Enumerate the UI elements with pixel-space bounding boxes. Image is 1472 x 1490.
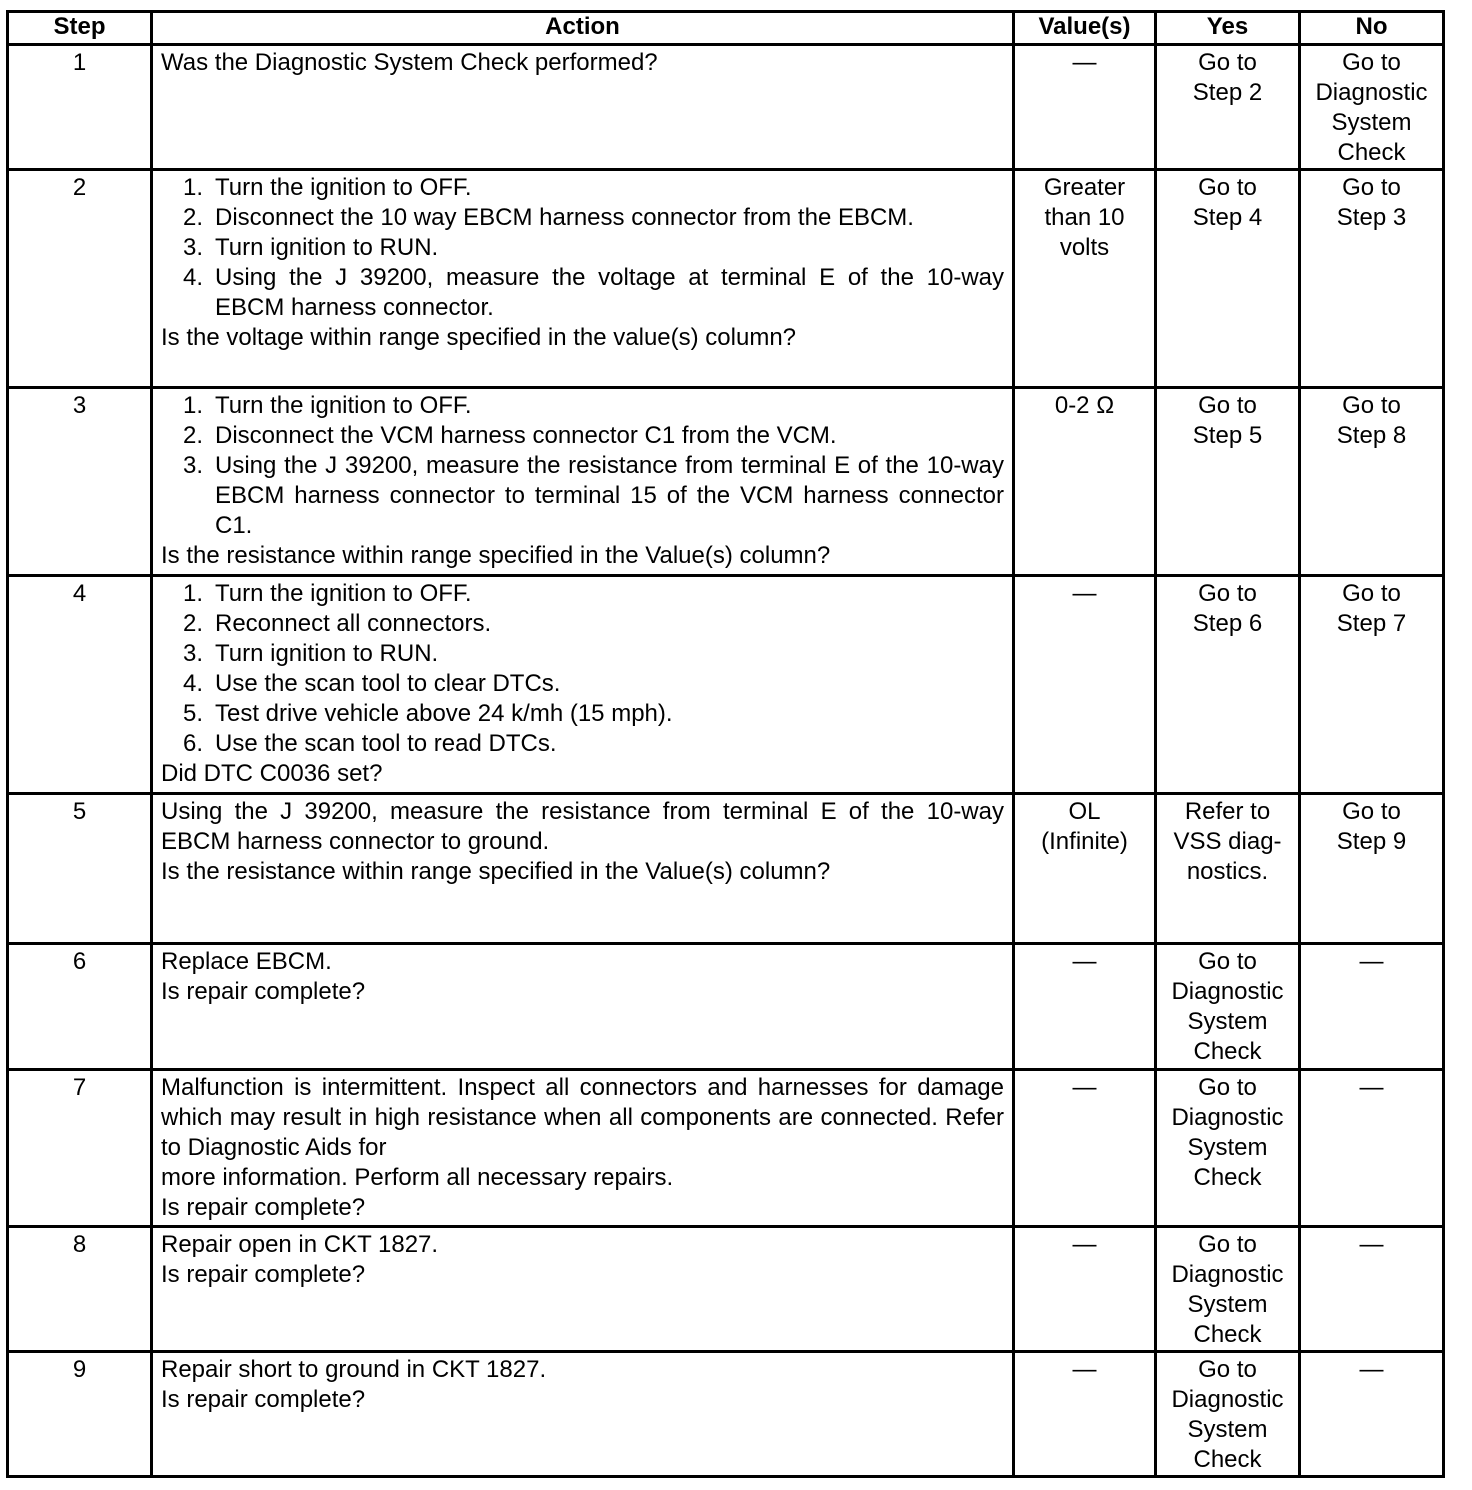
value-cell: 0-2 Ω <box>1014 388 1156 576</box>
action-question: Did DTC C0036 set? <box>161 760 383 787</box>
yes-cell: Go to Diagnostic System Check <box>1156 1227 1300 1352</box>
action-question: Is repair complete? <box>161 978 366 1005</box>
action-question: Is the resistance within range specified in the Value(s) column? <box>161 858 831 885</box>
table-row <box>8 1070 1444 1227</box>
action-step-text: Turn the ignition to OFF. <box>215 392 472 419</box>
action-step-number: 1. <box>183 174 204 201</box>
action-step-item <box>161 639 1004 669</box>
step-number: 1 <box>8 45 152 170</box>
value-cell: — <box>1014 576 1156 794</box>
header-step: Step <box>8 12 152 45</box>
no-cell: Go to Step 9 <box>1300 794 1444 944</box>
action-step-text: Using the J 39200, measure the voltage at terminal E of the 10-way EBCM harness connector. <box>215 264 1004 321</box>
action-lead: Repair open in CKT 1827. <box>161 1231 439 1258</box>
action-lead: Using the J 39200, measure the resistance from terminal E of the 10-way EBCM harness connector to ground. <box>161 798 1004 855</box>
no-cell: — <box>1300 1352 1444 1477</box>
action-step-number: 2. <box>183 422 204 449</box>
table-row <box>8 944 1444 1070</box>
table-row <box>8 388 1444 576</box>
no-cell: Go to Step 3 <box>1300 170 1444 388</box>
header-value: Value(s) <box>1014 12 1156 45</box>
action-step-number: 1. <box>183 392 204 419</box>
value-cell: — <box>1014 45 1156 170</box>
step-number: 3 <box>8 388 152 576</box>
yes-cell: Go to Step 5 <box>1156 388 1300 576</box>
action-step-item <box>161 609 1004 639</box>
action-step-item <box>161 579 1004 609</box>
step-number: 4 <box>8 576 152 794</box>
action-cell <box>152 944 1014 1070</box>
action-step-number: 2. <box>183 610 204 637</box>
action-step-number: 3. <box>183 452 204 479</box>
table-row <box>8 1227 1444 1352</box>
action-cell <box>152 576 1014 794</box>
action-steps-list <box>161 579 1004 759</box>
action-cell <box>152 1227 1014 1352</box>
action-question: Is repair complete? <box>161 1261 366 1288</box>
step-number: 7 <box>8 1070 152 1227</box>
action-step-item <box>161 421 1004 451</box>
table-header <box>8 12 1444 45</box>
action-step-number: 6. <box>183 730 204 757</box>
action-step-text: Use the scan tool to clear DTCs. <box>215 670 561 697</box>
value-cell: — <box>1014 1352 1156 1477</box>
action-step-text: Turn ignition to RUN. <box>215 640 439 667</box>
yes-cell: Go to Diagnostic System Check <box>1156 1352 1300 1477</box>
action-step-item <box>161 173 1004 203</box>
action-steps-list <box>161 391 1004 541</box>
yes-cell: Go to Step 6 <box>1156 576 1300 794</box>
value-cell: OL (Infinite) <box>1014 794 1156 944</box>
action-lead: Was the Diagnostic System Check performed? <box>161 49 658 76</box>
action-cell <box>152 388 1014 576</box>
action-question: Is repair complete? <box>161 1386 366 1413</box>
action-step-number: 3. <box>183 640 204 667</box>
header-no: No <box>1300 12 1444 45</box>
yes-cell: Go to Diagnostic System Check <box>1156 1070 1300 1227</box>
action-step-item <box>161 233 1004 263</box>
action-step-text: Turn the ignition to OFF. <box>215 174 472 201</box>
step-number: 9 <box>8 1352 152 1477</box>
diagnostic-table <box>6 10 1445 1478</box>
action-question: Is the resistance within range specified in the Value(s) column? <box>161 542 831 569</box>
action-question: Is the voltage within range specified in the value(s) column? <box>161 324 797 351</box>
value-cell: — <box>1014 1227 1156 1352</box>
action-step-item <box>161 729 1004 759</box>
yes-cell: Refer to VSS diag- nostics. <box>1156 794 1300 944</box>
step-number: 2 <box>8 170 152 388</box>
action-step-number: 1. <box>183 580 204 607</box>
action-step-item <box>161 263 1004 323</box>
action-step-text: Using the J 39200, measure the resistance from terminal E of the 10-way EBCM harness connector to terminal 15 of the VCM harness connector C1. <box>215 452 1004 539</box>
table-body <box>8 45 1444 1477</box>
action-question: Is repair complete? <box>161 1194 366 1221</box>
table-row <box>8 45 1444 170</box>
action-cell <box>152 794 1014 944</box>
action-step-text: Disconnect the VCM harness connector C1 from the VCM. <box>215 422 837 449</box>
action-step-number: 3. <box>183 234 204 261</box>
header-action: Action <box>152 12 1014 45</box>
no-cell: Go to Step 7 <box>1300 576 1444 794</box>
action-cell <box>152 170 1014 388</box>
step-number: 5 <box>8 794 152 944</box>
action-step-item <box>161 391 1004 421</box>
step-number: 6 <box>8 944 152 1070</box>
yes-cell: Go to Step 4 <box>1156 170 1300 388</box>
header-yes: Yes <box>1156 12 1300 45</box>
action-step-text: Test drive vehicle above 24 k/mh (15 mph). <box>215 700 673 727</box>
table-row <box>8 576 1444 794</box>
step-number: 8 <box>8 1227 152 1352</box>
table-row <box>8 1352 1444 1477</box>
table-row <box>8 794 1444 944</box>
action-step-text: Turn the ignition to OFF. <box>215 580 472 607</box>
action-lead: Replace EBCM. <box>161 948 332 975</box>
no-cell: Go to Step 8 <box>1300 388 1444 576</box>
action-step-text: Use the scan tool to read DTCs. <box>215 730 557 757</box>
action-cell <box>152 45 1014 170</box>
action-step-item <box>161 203 1004 233</box>
header-row <box>8 12 1444 45</box>
no-cell: — <box>1300 1227 1444 1352</box>
action-cell <box>152 1070 1014 1227</box>
action-step-text: Reconnect all connectors. <box>215 610 492 637</box>
action-lead: Malfunction is intermittent. Inspect all connectors and harnesses for damage which may result in high resistance when all components are connected. Refer to Diagnostic Aids for more information. Perform all necessary repairs. <box>161 1074 1004 1191</box>
action-step-number: 4. <box>183 670 204 697</box>
action-step-item <box>161 699 1004 729</box>
table-row <box>8 170 1444 388</box>
value-cell: — <box>1014 1070 1156 1227</box>
action-step-number: 5. <box>183 700 204 727</box>
value-cell: Greater than 10 volts <box>1014 170 1156 388</box>
action-steps-list <box>161 173 1004 323</box>
value-cell: — <box>1014 944 1156 1070</box>
yes-cell: Go to Diagnostic System Check <box>1156 944 1300 1070</box>
action-step-text: Disconnect the 10 way EBCM harness connector from the EBCM. <box>215 204 914 231</box>
yes-cell: Go to Step 2 <box>1156 45 1300 170</box>
no-cell: — <box>1300 944 1444 1070</box>
no-cell: Go to Diagnostic System Check <box>1300 45 1444 170</box>
action-step-item <box>161 669 1004 699</box>
action-cell <box>152 1352 1014 1477</box>
no-cell: — <box>1300 1070 1444 1227</box>
action-lead: Repair short to ground in CKT 1827. <box>161 1356 547 1383</box>
action-step-text: Turn ignition to RUN. <box>215 234 439 261</box>
action-step-number: 2. <box>183 204 204 231</box>
action-step-number: 4. <box>183 264 204 291</box>
action-step-item <box>161 451 1004 541</box>
